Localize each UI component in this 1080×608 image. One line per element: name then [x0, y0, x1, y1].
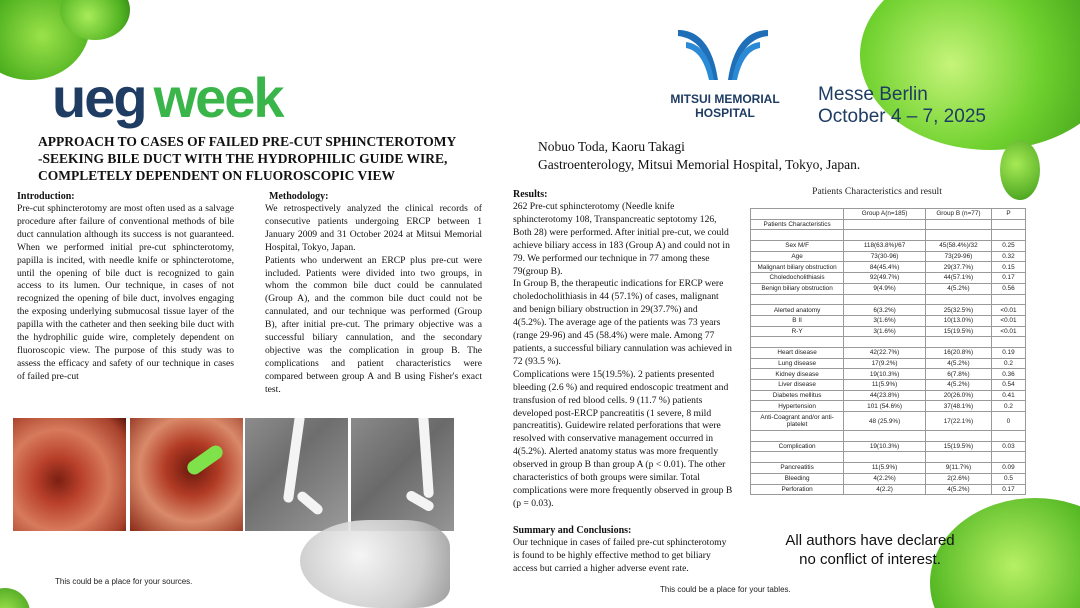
results-text: In Group B, the therapeutic indications for ERCP were choledocholithiasis in 44 (57.1%) of cases, malignant and benign biliary obstruction in 29(37.7%) and 4(5.2%). The average age of the patients was 73 years (range 29-96) and 45 (58.4%) were male. Among 77 patients, a successful biliary cannulation was achieved in 72 (93.5 %).: [513, 278, 732, 367]
table-cell: 0.17: [991, 484, 1025, 495]
table-cell: 19(10.3%): [844, 441, 926, 452]
introduction-text: Pre-cut sphincterotomy are most often used as a salvage procedure after failure of conventional methods of bile duct cannulation although its success is not guaranteed. When we performed initial pre-cut sphincterotomy, papilla is incited, with needle knife or sphincterotome, until the opening of bile duct is recognized to gain access to its lumen. Our technique, in cases of not recognized the opening of bile duct, involves engaging the exposing underlying submucosal tissue layer of the papilla with the catheter and then seeking bile duct with the hydrophilic guide wire, completely dependent on fluoroscopic view. The purpose of this study was to assess the efficacy and safety of our technique in cases of failed pre-cut: [17, 203, 234, 382]
hospital-name-line1: MITSUI MEMORIAL: [670, 92, 780, 106]
conflict-of-interest-statement: [760, 531, 980, 569]
table-cell: 6(7.8%): [925, 369, 991, 380]
table-cell: Benign biliary obstruction: [751, 283, 844, 294]
results-text: 262 Pre-cut sphincterotomy (Needle knife sphincterotomy 108, Transpancreatic septotomy 126, Both 28) were performed. After initial pre-cut, we could achieve biliary access in 183 (Group A) and could not in 79. We performed our technique in 77 among these 79(group B).: [513, 201, 730, 277]
table-row: [751, 484, 1026, 495]
table-cell: [751, 294, 844, 305]
table-cell: Diabetes mellitus: [751, 390, 844, 401]
table-cell: 73(30-96): [844, 251, 926, 262]
table-cell: Group A(n=185): [844, 209, 926, 220]
event-info: [818, 84, 986, 128]
table-row: [751, 473, 1026, 484]
table-row: [751, 315, 1026, 326]
table-row: [751, 390, 1026, 401]
table-cell: Sex M/F: [751, 241, 844, 252]
authors: Nobuo Toda, Kaoru Takagi: [538, 139, 685, 154]
table-cell: 48 (25.9%): [844, 412, 926, 431]
table-cell: [991, 452, 1025, 463]
table-cell: Bleeding: [751, 473, 844, 484]
table-cell: [991, 230, 1025, 241]
table-cell: [844, 452, 926, 463]
table-cell: <0.01: [991, 315, 1025, 326]
table-cell: Lung disease: [751, 358, 844, 369]
table-cell: [844, 337, 926, 348]
table-cell: Heart disease: [751, 347, 844, 358]
coi-line: All authors have declared: [785, 532, 955, 549]
table-cell: 0.5: [991, 473, 1025, 484]
table-cell: [991, 337, 1025, 348]
introduction-section: [17, 190, 234, 384]
table-row: [751, 369, 1026, 380]
table-cell: 44(57.1%): [925, 273, 991, 284]
table-row: [751, 412, 1026, 431]
table-cell: 10(13.0%): [925, 315, 991, 326]
table-cell: 0.17: [991, 273, 1025, 284]
table-cell: 11(5.9%): [844, 463, 926, 474]
fluoroscopic-image: [245, 418, 348, 531]
methodology-text: Patients who underwent an ERCP plus pre-cut were included. Patients were divided into two groups, in whom the common bile duct could be cannulated (Group A), and the common bile duct could not be cannulated, and our technique was performed (Group B), after initial pre-cut. The primary objective was a successful biliary cannulation, and the secondary objective was the complication in group B. The complications and patient characteristics were compared between group A and B using Fisher's exact test.: [265, 254, 482, 395]
summary-text: Our technique in cases of failed pre-cut sphincterotomy is found to be highly effective method to get biliary access but carried a higher adverse event rate.: [513, 536, 727, 574]
table-title: Patients Characteristics and result: [812, 186, 942, 197]
table-row: [751, 209, 1026, 220]
table-cell: 0.41: [991, 390, 1025, 401]
table-cell: 118(63.8%)/67: [844, 241, 926, 252]
table-cell: <0.01: [991, 326, 1025, 337]
table-cell: 0.54: [991, 380, 1025, 391]
table-cell: 15(19.5%): [925, 326, 991, 337]
event-location: Messe Berlin: [818, 84, 928, 105]
table-cell: 0.56: [991, 283, 1025, 294]
patients-characteristics-table: [750, 208, 1026, 495]
liver-illustration: [300, 520, 450, 608]
table-cell: B II: [751, 315, 844, 326]
table-cell: [751, 209, 844, 220]
table-cell: [925, 431, 991, 442]
table-cell: 19(10.3%): [844, 369, 926, 380]
title-line: COMPLETELY DEPENDENT ON FLUOROSCOPIC VIEW: [38, 168, 396, 183]
table-cell: 73(29-96): [925, 251, 991, 262]
sources-placeholder: This could be a place for your sources.: [55, 577, 193, 586]
table-cell: 0.2: [991, 401, 1025, 412]
table-cell: [751, 337, 844, 348]
table-row: [751, 326, 1026, 337]
table-row: [751, 273, 1026, 284]
table-cell: 3(1.6%): [844, 315, 926, 326]
table-cell: Liver disease: [751, 380, 844, 391]
decorative-green-blob: [0, 588, 30, 608]
table-cell: Kidney disease: [751, 369, 844, 380]
table-cell: 29(37.7%): [925, 262, 991, 273]
table-row: [751, 347, 1026, 358]
table-cell: 17(9.2%): [844, 358, 926, 369]
table-cell: Patients Characteristics: [751, 219, 844, 230]
table-cell: 37(48.1%): [925, 401, 991, 412]
table-cell: 42(22.7%): [844, 347, 926, 358]
table-cell: 20(26.0%): [925, 390, 991, 401]
table-cell: 4(5.2%): [925, 380, 991, 391]
table-cell: 2(2.6%): [925, 473, 991, 484]
table-cell: <0.01: [991, 305, 1025, 316]
table-cell: [925, 230, 991, 241]
table-row: [751, 230, 1026, 241]
table-cell: 45(58.4%)/32: [925, 241, 991, 252]
results-heading: Results:: [513, 189, 548, 200]
table-cell: Complication: [751, 441, 844, 452]
table-cell: 16(20.8%): [925, 347, 991, 358]
logo-ueg-text: ueg: [52, 66, 146, 129]
table-row: [751, 262, 1026, 273]
table-cell: 9(11.7%): [925, 463, 991, 474]
table-row: [751, 283, 1026, 294]
methodology-text: We retrospectively analyzed the clinical records of consecutive patients undergoing ERCP between 1 January 2009 and 31 October 2024 at Mitsui Memorial Hospital, Tokyo, Japan.: [265, 203, 482, 253]
table-cell: 0.09: [991, 463, 1025, 474]
table-cell: 11(5.9%): [844, 380, 926, 391]
table-cell: 0.32: [991, 251, 1025, 262]
table-cell: 0.25: [991, 241, 1025, 252]
event-dates: October 4 – 7, 2025: [818, 106, 986, 127]
table-cell: R-Y: [751, 326, 844, 337]
table-cell: 4(5.2%): [925, 283, 991, 294]
decorative-green-blob: [1000, 140, 1040, 200]
table-row: [751, 251, 1026, 262]
table-cell: Anti-Coagrant and/or anti-platelet: [751, 412, 844, 431]
table-cell: 0.19: [991, 347, 1025, 358]
table-row: [751, 401, 1026, 412]
table-cell: [925, 294, 991, 305]
fluoroscopic-image: [351, 418, 454, 531]
table-cell: [925, 452, 991, 463]
table-cell: Group B (n=77): [925, 209, 991, 220]
title-line: -SEEKING BILE DUCT WITH THE HYDROPHILIC GUIDE WIRE,: [38, 151, 448, 166]
table-cell: Malignant biliary obstruction: [751, 262, 844, 273]
table-cell: 25(32.5%): [925, 305, 991, 316]
table-cell: 0.36: [991, 369, 1025, 380]
table-cell: [991, 219, 1025, 230]
summary-heading: Summary and Conclusions:: [513, 524, 632, 536]
table-cell: [844, 219, 926, 230]
table-cell: P: [991, 209, 1025, 220]
hospital-logo-text: [664, 92, 786, 120]
table-cell: [751, 431, 844, 442]
table-cell: 0.15: [991, 262, 1025, 273]
table-row: [751, 380, 1026, 391]
table-cell: 0.03: [991, 441, 1025, 452]
table-cell: 44(23.8%): [844, 390, 926, 401]
table-cell: 3(1.6%): [844, 326, 926, 337]
ueg-week-logo: [52, 66, 283, 129]
table-row: [751, 305, 1026, 316]
table-cell: [844, 431, 926, 442]
table-cell: Perforation: [751, 484, 844, 495]
table-cell: 4(2.2%): [844, 473, 926, 484]
table-row: [751, 294, 1026, 305]
table-cell: [844, 230, 926, 241]
table-cell: 4(5.2%): [925, 484, 991, 495]
table-cell: 4(5.2%): [925, 358, 991, 369]
table-cell: 92(49.7%): [844, 273, 926, 284]
table-row: [751, 441, 1026, 452]
table-cell: 0: [991, 412, 1025, 431]
table-row: [751, 463, 1026, 474]
table-row: [751, 241, 1026, 252]
methodology-heading: Methodology:: [269, 191, 329, 202]
table-row: [751, 452, 1026, 463]
table-cell: 6(3.2%): [844, 305, 926, 316]
table-cell: Choledocholithiasis: [751, 273, 844, 284]
table-cell: [925, 219, 991, 230]
table-cell: Alerted anatomy: [751, 305, 844, 316]
introduction-heading: Introduction:: [17, 191, 75, 202]
table-cell: 84(45.4%): [844, 262, 926, 273]
endoscopic-image: [13, 418, 126, 531]
results-section: [513, 188, 733, 575]
poster-title: [38, 133, 478, 184]
table-cell: 17(22.1%): [925, 412, 991, 431]
table-cell: [751, 452, 844, 463]
table-cell: [844, 294, 926, 305]
logo-week-text: week: [153, 66, 283, 129]
table-cell: [991, 431, 1025, 442]
table-row: [751, 358, 1026, 369]
title-line: APPROACH TO CASES OF FAILED PRE-CUT SPHINCTEROTOMY: [38, 134, 457, 149]
results-text: Complications were 15(19.5%). 2 patients presented bleeding (2.6 %) and required endoscopic treatment and transfusion of red blood cells. 9 (11.7 %) patients developed post-ERCP pancreatitis (1 severe, 8 mild pancreatitis). Guidewire related perforations that were resolved with conservative management occurred in 4(5.2%). Alerted anatomy status was more frequently observed in group B than group A (p < 0.01). The other characteristics of both groups were similar. Total complications were more frequently observed in group B (p = 0.03).: [513, 368, 733, 509]
table-cell: Pancreatitis: [751, 463, 844, 474]
tables-placeholder: This could be a place for your tables.: [660, 585, 791, 594]
table-cell: 9(4.9%): [844, 283, 926, 294]
table-cell: [991, 294, 1025, 305]
table-row: [751, 337, 1026, 348]
table-cell: [751, 230, 844, 241]
table-row: [751, 431, 1026, 442]
coi-line: no conflict of interest.: [799, 551, 941, 568]
table-cell: 15(19.5%): [925, 441, 991, 452]
table-row: [751, 219, 1026, 230]
table-cell: 4(2.2): [844, 484, 926, 495]
table-cell: 101 (54.6%): [844, 401, 926, 412]
hospital-logo-icon: [668, 20, 778, 90]
methodology-section: [265, 190, 482, 397]
hospital-name-line2: HOSPITAL: [695, 106, 755, 120]
affiliation: Gastroenterology, Mitsui Memorial Hospital, Tokyo, Japan.: [538, 157, 861, 172]
table-cell: Hypertension: [751, 401, 844, 412]
endoscopic-image: [130, 418, 243, 531]
table-cell: [925, 337, 991, 348]
table-cell: 0.2: [991, 358, 1025, 369]
table-cell: Age: [751, 251, 844, 262]
